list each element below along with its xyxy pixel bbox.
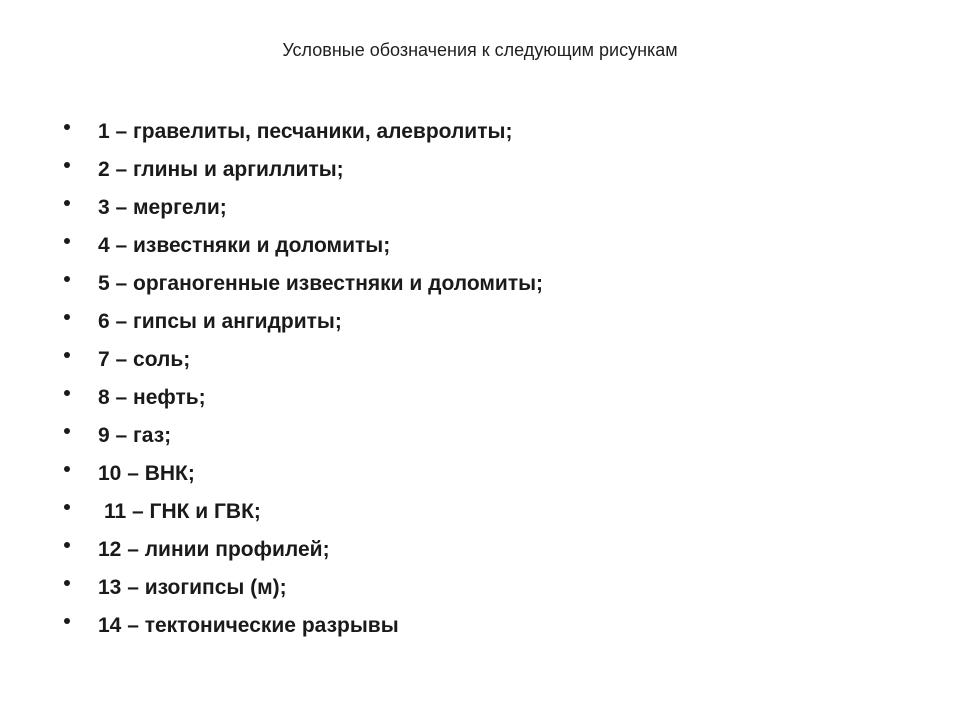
list-item-text: 2 – глины и аргиллиты; — [98, 158, 344, 181]
list-item-text: 14 – тектонические разрывы — [98, 614, 399, 637]
bullet-icon — [64, 238, 70, 244]
bullet-icon — [64, 162, 70, 168]
bullet-icon — [64, 580, 70, 586]
list-item-text: 8 – нефть; — [98, 386, 206, 409]
list-item-text: 7 – соль; — [98, 348, 191, 371]
list-item-text: 10 – ВНК; — [98, 462, 195, 485]
list-item-text: 4 – известняки и доломиты; — [98, 234, 391, 257]
bullet-icon — [64, 618, 70, 624]
list-item-text: 12 – линии профилей; — [98, 538, 330, 561]
bullet-icon — [64, 314, 70, 320]
bullet-icon — [64, 352, 70, 358]
bullet-icon — [64, 466, 70, 472]
list-item-text: 13 – изогипсы (м); — [98, 576, 287, 599]
bullet-icon — [64, 542, 70, 548]
list-item-text: 5 – органогенные известняки и доломиты; — [98, 272, 544, 295]
list-item-text: 1 – гравелиты, песчаники, алевролиты; — [98, 120, 513, 143]
bullet-icon — [64, 390, 70, 396]
list-item-text: 9 – газ; — [98, 424, 172, 447]
bullet-icon — [64, 200, 70, 206]
bullet-icon — [64, 276, 70, 282]
bullet-icon — [64, 504, 70, 510]
slide-title: Условные обозначения к следующим рисункам — [282, 40, 678, 60]
list-item-text: 6 – гипсы и ангидриты; — [98, 310, 342, 333]
bullet-icon — [64, 124, 70, 130]
bullet-icon — [64, 428, 70, 434]
list-item-text: 3 – мергели; — [98, 196, 227, 219]
list-item-text: 11 – ГНК и ГВК; — [104, 500, 261, 523]
